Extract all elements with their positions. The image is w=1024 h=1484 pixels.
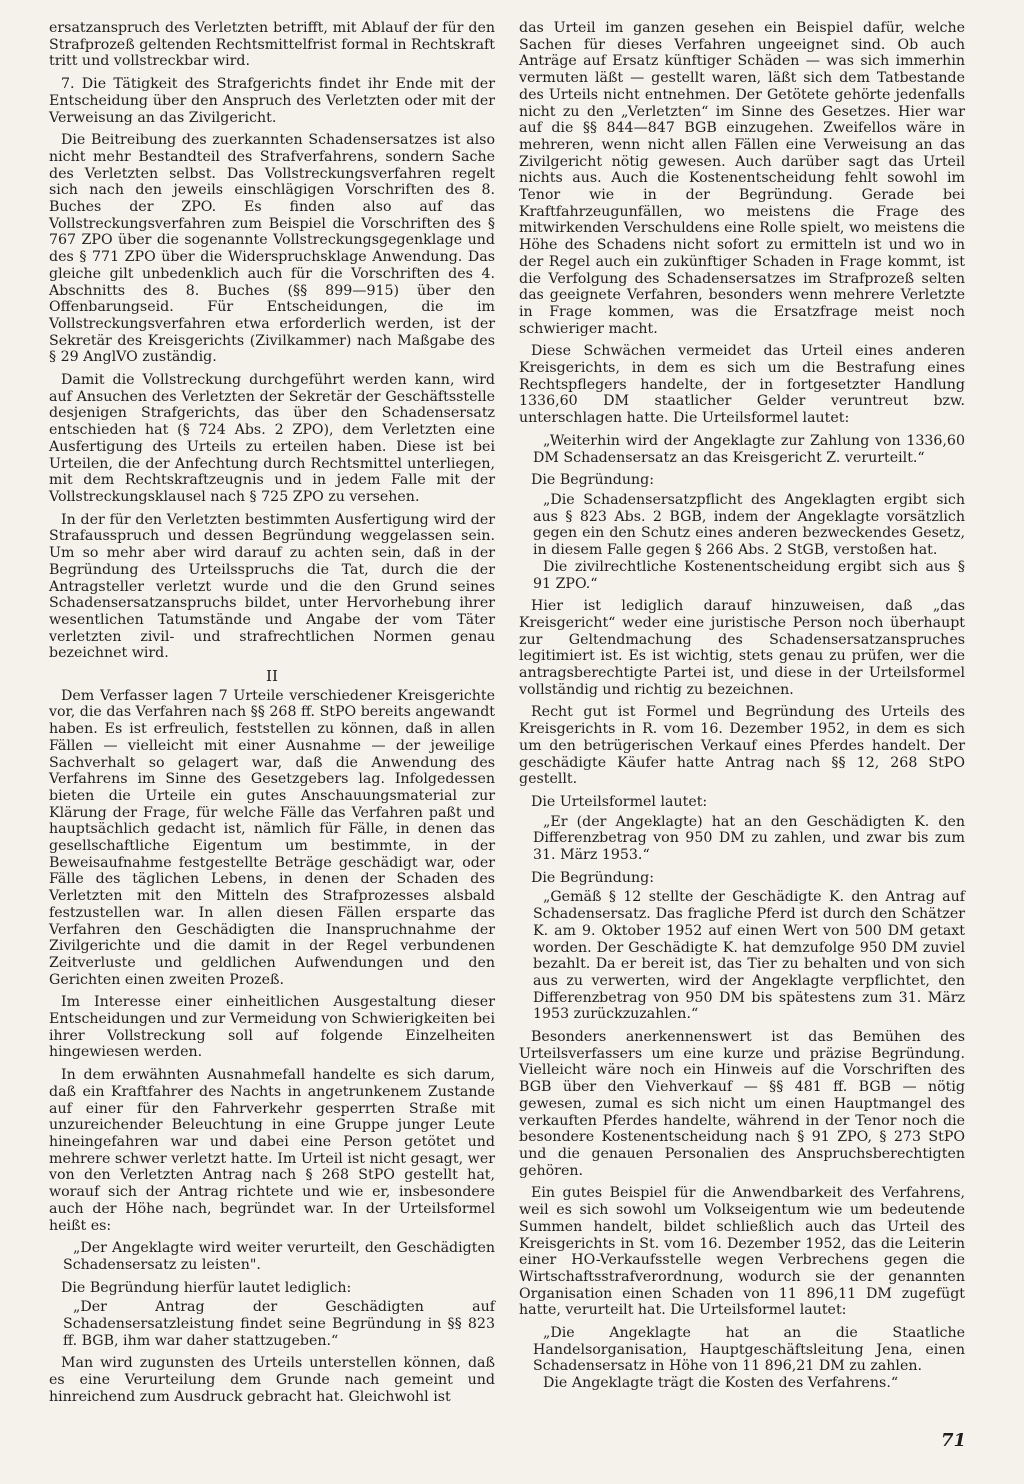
paragraph: In der für den Verletzten bestimmten Ausfertigung wird der Strafausspruch und dessen Begründung weggelassen sein. Um so mehr aber wird darauf zu achten sein, daß in der Begründung des Urteilsspruchs die Tat, durch die der Antragsteller verletzt wurde und die den Grund seines Schadensersatzanspruchs bildet, unter Hervorhebung ihrer wesentlichen Tatumstände und Angabe der vom Täter verletzten zivil- und strafrechtlichen Normen genau bezeichnet wird.	[49, 511, 495, 662]
paragraph: 7. Die Tätigkeit des Strafgerichts findet ihr Ende mit der Entscheidung über den Anspruch des Verletzten oder mit der Verweisung an das Zivilgericht.	[49, 76, 495, 126]
quotation: „Die Schadensersatzpflicht des Angeklagten ergibt sich aus § 823 Abs. 2 BGB, indem der Angeklagte vorsätzlich gegen ein den Schutz eines anderen bezweckendes Gesetz, in diesem Falle gegen § 266 Abs. 2 StGB, verstoßen hat.	[533, 491, 965, 559]
page-number: 71	[940, 1430, 966, 1451]
quotation: „Der Angeklagte wird weiter verurteilt, den Geschädigten Schadensersatz zu leisten".	[63, 1240, 495, 1273]
paragraph: Hier ist lediglich darauf hinzuweisen, daß „das Kreisgericht“ weder eine juristische Person noch überhaupt zur Geltendmachung des Schadensersatzanspruches legitimiert ist. Es ist wichtig, stets genau zu prüfen, wer die antragsberechtigte Partei ist, und diese in der Urteilsformel vollständig und richtig zu bezeichnen.	[519, 598, 965, 698]
quotation: „Weiterhin wird der Angeklagte zur Zahlung von 1336,60 DM Schadensersatz an das Kreisgericht Z. verurteilt.“	[533, 432, 965, 466]
paragraph: Im Interesse einer einheitlichen Ausgestaltung dieser Entscheidungen und zur Vermeidung von Schwierigkeiten bei ihrer Vollstreckung soll auf folgende Einzelheiten hingewiesen werden.	[49, 994, 495, 1061]
paragraph: Recht gut ist Formel und Begründung des Urteils des Kreisgerichts in R. vom 16. Dezember 1952, in dem es sich um den betrügerischen Verkauf eines Pferdes handelt. Der geschädigte Käufer hatte Antrag nach §§ 12, 268 StPO gestellt.	[519, 704, 965, 788]
paragraph: Besonders anerkennenswert ist das Bemühen des Urteilsverfassers um eine kurze und präzise Begründung. Vielleicht wäre noch ein Hinweis auf die Vorschriften des BGB über den Viehverkauf — §§ 481 ff. BGB — nötig gewesen, zumal es sich nicht um einen Hauptmangel des verkauften Pferdes handelte, während in der Tenor noch die besondere Kostenentscheidung nach § 91 ZPO, § 273 StPO und die genauen Personalien des Anspruchsberechtigten gehören.	[519, 1029, 965, 1179]
quotation: „Der Antrag der Geschädigten auf Schadensersatzleistung findet seine Begründung in §§ 823 ff. BGB, ihm war daher stattzugeben.“	[63, 1299, 495, 1349]
quotation: Die Angeklagte trägt die Kosten des Verfahrens.“	[543, 1375, 899, 1392]
paragraph: Die Beitreibung des zuerkannten Schadensersatzes ist also nicht mehr Bestandteil des Strafverfahrens, sondern Sache des Verletzten selbst. Das Vollstreckungsverfahren regelt sich nach den jeweils einschlägigen Vorschriften des 8. Buches der ZPO. Es finden also auf das Vollstreckungsverfahren zum Beispiel die Vorschriften des § 767 ZPO über die sogenannte Vollstreckungsgegenklage und des § 771 ZPO über die Widerspruchsklage Anwendung. Das gleiche gilt unbedenklich auch für die Vorschriften des 4. Abschnitts des 8. Buches (§§ 899—915) über den Offenbarungseid. Für Entscheidungen, die im Vollstreckungsverfahren etwa erforderlich werden, ist der Sekretär des Kreisgerichts (Zivilkammer) nach Maßgabe des § 29 AnglVO zuständig.	[49, 132, 495, 366]
left-column	[49, 20, 495, 1412]
paragraph: Man wird zugunsten des Urteils unterstellen können, daß es eine Verurteilung dem Grunde nach gemeint und hinreichend zum Ausdruck gebracht hat. Gleichwohl ist	[49, 1355, 495, 1405]
quote-intro: Die Begründung:	[531, 869, 654, 886]
right-column	[519, 20, 965, 1398]
quotation: „Gemäß § 12 stellte der Geschädigte K. den Antrag auf Schadensersatz. Das fragliche Pferd ist durch den Schätzer K. am 9. Oktober 1952 auf einen Wert von 500 DM getaxt worden. Der Geschädigte K. hat demzufolge 950 DM zuviel bezahlt. Da er bereit ist, das Tier zu behalten und von sich aus zu verwerten, wird der Angeklagte verpflichtet, den Differenzbetrag von 950 DM bis spätestens zum 31. März 1953 zurückzuzahlen.“	[533, 889, 965, 1023]
quote-intro: Die Begründung hierfür lautet lediglich:	[61, 1279, 352, 1296]
paragraph: ersatzanspruch des Verletzten betrifft, mit Ablauf der für den Strafprozeß geltenden Rechtsmittelfrist formal in Rechtskraft tritt und vollstreckbar wird.	[49, 20, 495, 70]
section-heading: II	[266, 667, 278, 686]
quotation: Die zivilrechtliche Kostenentscheidung ergibt sich aus § 91 ZPO.“	[533, 558, 965, 592]
quotation: „Er (der Angeklagte) hat an den Geschädigten K. den Differenzbetrag von 950 DM zu zahlen, und zwar bis zum 31. März 1953.“	[533, 813, 965, 864]
paragraph: Dem Verfasser lagen 7 Urteile verschiedener Kreisgerichte vor, die das Verfahren nach §§ 268 ff. StPO bereits angewandt haben. Es ist erfreulich, feststellen zu können, daß in allen Fällen — vielleicht mit einer Ausnahme — der jeweilige Sachverhalt so gelagert war, daß die Anwendung des Verfahrens im Sinne des Gesetzgebers lag. Infolgedessen bieten die Urteile ein gutes Anschauungsmaterial zur Klärung der Frage, für welche Fälle das Verfahren paßt und hauptsächlich gedacht ist, nämlich für Fälle, in denen das gesellschaftliche Eigentum um bestimmte, in der Beweisaufnahme festgestellte Beträge geschädigt war, oder Fälle des täglichen Lebens, in denen der Schaden des Verletzten mit den Mitteln des Strafprozesses alsbald festzustellen war. In allen diesen Fällen ersparte das Verfahren den Geschädigten die Inanspruchnahme der Zivilgerichte und die damit in der Regel verbundenen Zeitverluste und geldlichen Aufwendungen und den Gerichten einen zweiten Prozeß.	[49, 687, 495, 988]
quote-intro: Die Urteilsformel lautet:	[531, 793, 708, 810]
paragraph: Diese Schwächen vermeidet das Urteil eines anderen Kreisgerichts, in dem es sich um die Bestrafung eines Rechtspflegers handelte, der in fortgesetzter Handlung 1336,60 DM staatlicher Gelder veruntreut bzw. unterschlagen hatte. Die Urteilsformel lautet:	[519, 343, 965, 427]
paragraph: In dem erwähnten Ausnahmefall handelte es sich darum, daß ein Kraftfahrer des Nachts in angetrunkenem Zustande auf einer für den Fahrverkehr gesperrten Straße mit unzureichender Beleuchtung in eine Gruppe junger Leute hineingefahren war und dabei eine Person getötet und mehrere schwer verletzt hatte. Im Urteil ist nicht gesagt, wer von den Verletzten Antrag nach § 268 StPO gestellt hat, worauf sich der Antrag richtete und wie er, insbesondere auch der Höhe nach, begründet war. In der Urteilsformel heißt es:	[49, 1067, 495, 1234]
quote-intro: Die Begründung:	[531, 472, 654, 489]
paragraph: das Urteil im ganzen gesehen ein Beispiel dafür, welche Sachen für dieses Verfahren ungeeignet sind. Ob auch Anträge auf Ersatz künftiger Schäden — was sich immerhin vermuten läßt — gestellt waren, läßt sich dem Tatbestande des Urteils nicht entnehmen. Der Getötete gehörte jedenfalls nicht zu den „Verletzten“ im Sinne des Gesetzes. Hier war auf die §§ 844—847 BGB einzugehen. Zweifellos wäre in mehreren, wenn nicht allen Fällen eine Verweisung an das Zivilgericht nötig gewesen. Auch darüber sagt das Urteil nichts aus. Auch die Kostenentscheidung fehlt sowohl im Tenor wie in der Begründung. Gerade bei Kraftfahrzeugunfällen, wo meistens die Frage des mitwirkenden Verschuldens eine Rolle spielt, wo meistens die Höhe des Schadens nicht sofort zu ermitteln ist und wo in der Regel auch ein zukünftiger Schaden in Frage kommt, ist die Verfolgung des Schadensersatzes im Strafprozeß selten das geeignete Verfahren, besonders wenn mehrere Verletzte in Frage kommen, was die Ersatzfrage meist noch schwieriger macht.	[519, 20, 965, 337]
quotation: „Die Angeklagte hat an die Staatliche Handelsorganisation, Hauptgeschäftsleitung Jena, einen Schadensersatz in Höhe von 11 896,21 DM zu zahlen.	[533, 1325, 965, 1375]
paragraph: Damit die Vollstreckung durchgeführt werden kann, wird auf Ansuchen des Verletzten der Sekretär der Geschäftsstelle desjenigen Strafgerichts, das über den Schadensersatz entschieden hat (§ 724 Abs. 2 ZPO), dem Verletzten eine Ausfertigung des Urteils zu erteilen haben. Diese ist bei Urteilen, die der Anfechtung durch Rechtsmittel unterliegen, mit dem Rechtskraftzeugnis und in jedem Falle mit der Vollstreckungsklausel nach § 725 ZPO zu versehen.	[49, 372, 495, 505]
paragraph: Ein gutes Beispiel für die Anwendbarkeit des Verfahrens, weil es sich sowohl um Volkseigentum wie um bedeutende Summen handelt, bildet schließlich auch das Urteil des Kreisgerichts in St. vom 16. Dezember 1952, das die Leiterin einer HO-Verkaufsstelle wegen Verbrechens gegen die Wirtschaftsstrafverordnung, wodurch sie der genannten Organisation einen Schaden von 11 896,11 DM zugefügt hatte, verurteilt hat. Die Urteilsformel lautet:	[519, 1185, 965, 1319]
